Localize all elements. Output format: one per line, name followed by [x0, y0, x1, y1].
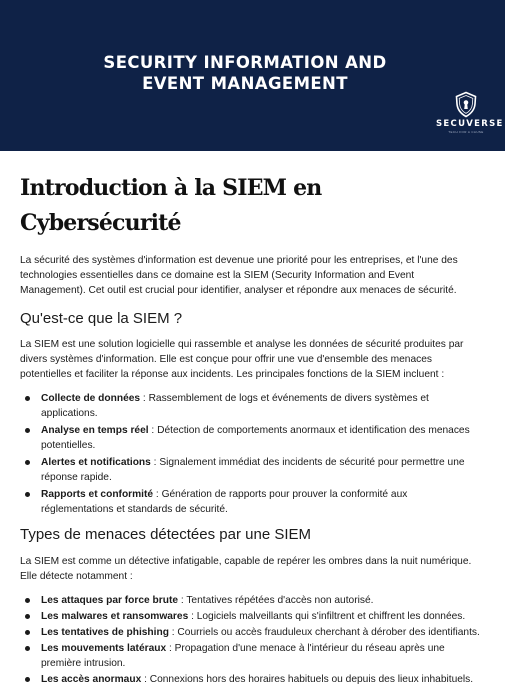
list-item-term: Collecte de données: [41, 393, 141, 404]
article-title-line1: Introduction à la SIEM en: [20, 175, 322, 201]
list-item-text: : Connexions hors des horaires habituels ou depuis des lieux inhabituels.: [141, 674, 474, 685]
bullet: [25, 598, 30, 603]
list-item: [20, 455, 482, 485]
bullet: [25, 630, 30, 635]
list-item-term: Les accès anormaux: [41, 674, 142, 685]
article-title: [20, 171, 482, 241]
shield-icon: [454, 91, 478, 118]
list-item: [20, 593, 482, 608]
threat-types-list: [20, 593, 482, 687]
list-item: [20, 609, 482, 624]
article: [20, 171, 482, 688]
list-item-text: : Courriels ou accès frauduleux cherchant à dérober des identifiants.: [168, 627, 480, 638]
article-title-line2: Cybersécurité: [20, 210, 181, 236]
list-item-text: : Propagation d'une menace à l'intérieur du réseau après une première intrusion.: [41, 643, 445, 669]
list-item: [20, 641, 482, 671]
list-item-term: Analyse en temps réel: [41, 425, 149, 436]
section1-paragraph: La SIEM est une solution logicielle qui rassemble et analyse les données de sécurité produites par divers systèmes d'information. Elle est conçue pour offrir une vue d'ensemble des menaces potentielles et faciliter la réponse aux incidents. Les principales fonctions de la SIEM incluent :: [20, 339, 464, 380]
banner-title-line2: EVENT MANAGEMENT: [142, 74, 348, 93]
siem-functions-list: [20, 391, 482, 517]
list-item-text: : Logiciels malveillants qui s'infiltrent et chiffrent les données.: [188, 611, 466, 622]
bullet: [25, 396, 30, 401]
list-item-text: : Tentatives répétées d'accès non autorisé.: [178, 595, 374, 606]
header-banner: [0, 0, 505, 151]
list-item: [20, 487, 482, 517]
bullet: [25, 492, 30, 497]
bullet: [25, 614, 30, 619]
list-item-term: Les tentatives de phishing: [41, 627, 169, 638]
list-item-term: Rapports et conformité: [41, 489, 154, 500]
list-item-term: Les mouvements latéraux: [41, 643, 167, 654]
list-item-term: Les malwares et ransomwares: [41, 611, 189, 622]
list-item-text: : Signalement immédiat des incidents de sécurité pour permettre une réponse rapide.: [41, 457, 465, 483]
secuverse-logo: [436, 91, 504, 143]
list-item-term: Les attaques par force brute: [41, 595, 179, 606]
section2-paragraph: La SIEM est comme un détective infatigable, capable de repérer les ombres dans la nuit numérique. Elle détecte notamment :: [20, 556, 472, 582]
bullet: [25, 677, 30, 682]
banner-title-line1: SECURITY INFORMATION AND: [103, 53, 387, 72]
list-item: [20, 423, 482, 453]
logo-tagline: TECH FOR A CAUSE: [448, 130, 484, 134]
bullet: [25, 428, 30, 433]
list-item-text: : Génération de rapports pour prouver la conformité aux réglementations et standards de sécurité.: [41, 489, 408, 515]
list-item: [20, 672, 482, 687]
bullet: [25, 460, 30, 465]
section2-heading: Types de menaces détectées par une SIEM: [20, 526, 311, 543]
bullet: [25, 646, 30, 651]
intro-paragraph: La sécurité des systèmes d'information est devenue une priorité pour les entreprises, et l'une des technologies essentielles dans ce domaine est la SIEM (Security Information and Event Management). Cet outil est crucial pour identifier, analyser et répondre aux menaces de sécurité.: [20, 255, 458, 296]
list-item-text: : Détection de comportements anormaux et identification des menaces potentielles.: [41, 425, 470, 451]
list-item: [20, 391, 482, 421]
banner-title: [0, 52, 490, 94]
list-item-term: Alertes et notifications: [41, 457, 151, 468]
list-item: [20, 625, 482, 640]
logo-name: SECUVERSE: [436, 119, 504, 129]
section1-heading: Qu'est-ce que la SIEM ?: [20, 310, 183, 327]
list-item-text: : Rassemblement de logs et événements de divers systèmes et applications.: [41, 393, 429, 419]
